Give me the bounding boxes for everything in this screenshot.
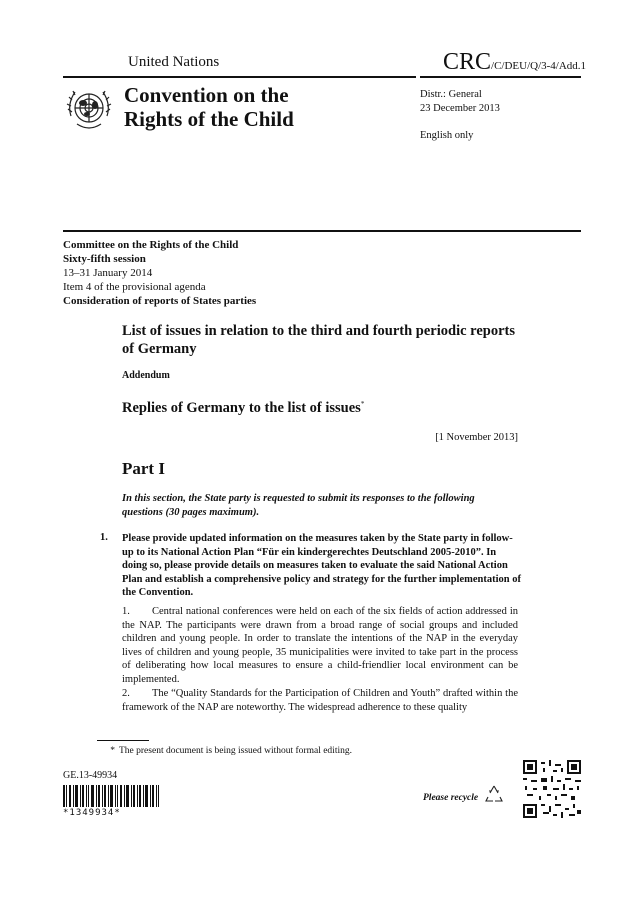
paragraph: [122, 687, 518, 714]
language: English only: [420, 130, 474, 141]
document-symbol: [443, 49, 586, 76]
session: Sixty-fifth session: [63, 253, 146, 265]
un-emblem-icon: [63, 82, 115, 134]
footnote-text: The present document is being issued without formal editing.: [119, 746, 352, 756]
symbol-main: CRC: [443, 49, 492, 75]
symbol-suffix: /C/DEU/Q/3-4/Add.1: [491, 60, 587, 72]
issue-date: 23 December 2013: [420, 103, 500, 114]
received-date: [1 November 2013]: [435, 432, 518, 443]
barcode-icon: [63, 785, 159, 807]
convention-title-line2: Rights of the Child: [124, 107, 294, 131]
paragraph-text: Central national conferences were held on each of the six fields of action addressed in the NAP. The participants were drawn from a broad range of social groups and included children and young people. In order to translate the intentions of the NAP in the everyday lives of children and young people, 35 municipalities were invited to take part in the process of deliberating how local measures to ensure a child-friendlier local environment can be implemented.: [122, 606, 518, 685]
footnote: [97, 746, 352, 756]
ge-code: GE.13-49934: [63, 770, 118, 781]
document-title: List of issues in relation to the third and fourth periodic reports of Germany: [122, 323, 515, 357]
recycle-icon: [484, 784, 504, 804]
recycle-text: Please recycle: [423, 793, 479, 803]
header-rule-left: [63, 76, 416, 78]
footnote-rule: [97, 740, 149, 741]
addendum-label: Addendum: [122, 370, 170, 381]
agenda-item: Item 4 of the provisional agenda: [63, 281, 206, 293]
qr-code-icon: [523, 760, 581, 818]
section-rule: [63, 230, 581, 232]
paragraph-number: 2.: [122, 688, 130, 699]
question-text: Please provide updated information on the measures taken by the State party in follow-up to its National Action Plan “Für ein kindergerechtes Deutschland 2005-2010”. In doing so, please provide details on measures taken to evaluate the said National Action Plan and establish a comprehensive policy and strategy for the further implementation of the Convention.: [122, 533, 521, 598]
subtitle-text: Replies of Germany to the list of issues: [122, 400, 361, 416]
question-number: 1.: [100, 532, 108, 543]
document-subtitle: [122, 400, 364, 417]
footnote-mark: *: [110, 746, 115, 756]
committee-name: Committee on the Rights of the Child: [63, 239, 239, 251]
paragraph-text: The “Quality Standards for the Participation of Children and Youth” drafted within the framework of the NAP are noteworthy. The widespread adherence to these quality: [122, 688, 518, 713]
distribution: Distr.: General: [420, 89, 482, 100]
un-name: United Nations: [128, 54, 220, 70]
distribution-block: [420, 88, 500, 116]
convention-title-line1: Convention on the: [124, 83, 289, 107]
convention-title: [124, 83, 294, 131]
agenda-consideration: Consideration of reports of States parties: [63, 295, 257, 307]
footnote-reference: *: [360, 400, 365, 409]
header-rule-right: [420, 76, 581, 78]
session-dates: 13–31 January 2014: [63, 267, 153, 279]
committee-block: [63, 238, 256, 308]
paragraph-number: 1.: [122, 606, 130, 617]
part-heading: Part I: [122, 459, 165, 478]
paragraph: [122, 605, 518, 686]
barcode-number: *1349934*: [63, 808, 121, 818]
part-intro: In this section, the State party is requested to submit its responses to the following questions (30 pages maximum).: [122, 493, 475, 518]
